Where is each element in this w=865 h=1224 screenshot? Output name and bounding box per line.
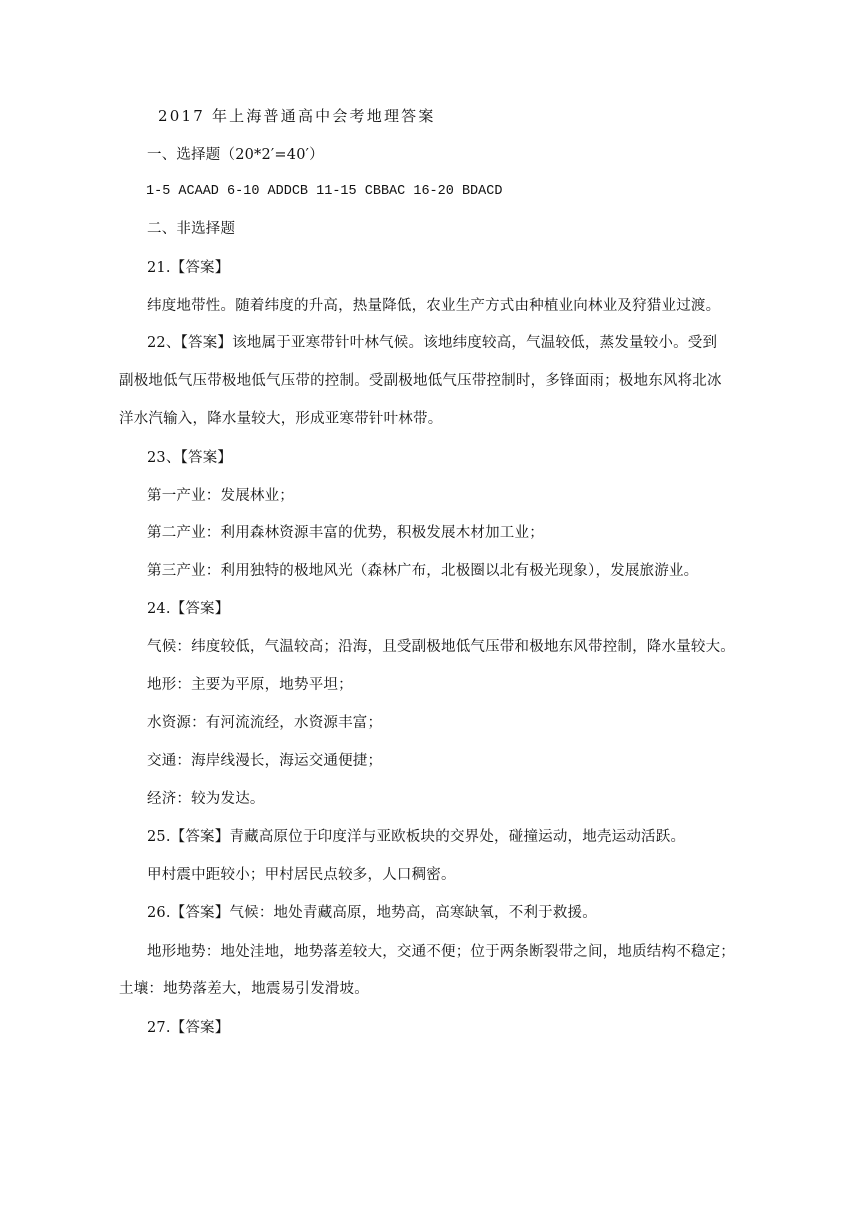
question-22-answer-line-3: 洋水汽输入，降水量较大，形成亚寒带针叶林带。	[119, 411, 443, 427]
question-22-answer-line-1: 22、【答案】该地属于亚寒带针叶林气候。该地纬度较高，气温较低，蒸发量较小。受到	[147, 335, 718, 351]
document-title: 2017 年上海普通高中会考地理答案	[158, 107, 436, 125]
question-23-answer-line-1: 第一产业：发展林业；	[147, 488, 294, 504]
question-26-answer-line-2: 地形地势：地处洼地，地势落差较大，交通不便；位于两条断裂带之间，地质结构不稳定；	[147, 944, 735, 960]
question-21-answer: 纬度地带性。随着纬度的升高，热量降低，农业生产方式由种植业向林业及狩猎业过渡。	[147, 298, 721, 314]
question-23-label: 23、【答案】	[147, 450, 233, 466]
question-23-answer-line-2: 第二产业：利用森林资源丰富的优势，积极发展木材加工业；	[147, 525, 544, 541]
question-25-answer-line-2: 甲村震中距较小；甲村居民点较多，人口稠密。	[147, 867, 456, 883]
section-heading-multiple-choice: 一、选择题（20*2′=40′）	[147, 147, 324, 163]
question-26-answer-line-1: 26.【答案】气候：地处青藏高原，地势高，高寒缺氧，不利于救援。	[147, 905, 597, 921]
question-24-answer-line-4: 交通：海岸线漫长，海运交通便捷；	[147, 753, 383, 769]
question-22-answer-line-2: 副极地低气压带极地低气压带的控制。受副极地低气压带控制时，多锋面雨；极地东风将北冰	[119, 373, 722, 389]
question-27-label: 27.【答案】	[147, 1020, 230, 1036]
question-26-answer-line-3: 土壤：地势落差大，地震易引发滑坡。	[119, 981, 369, 997]
question-24-answer-line-3: 水资源：有河流流经，水资源丰富；	[147, 715, 383, 731]
question-24-answer-line-2: 地形：主要为平原，地势平坦；	[147, 677, 353, 693]
section-heading-non-multiple-choice: 二、非选择题	[147, 221, 236, 237]
question-24-answer-line-1: 气候：纬度较低，气温较高；沿海，且受副极地低气压带和极地东风带控制，降水量较大。	[147, 639, 735, 655]
question-25-answer-line-1: 25.【答案】青藏高原位于印度洋与亚欧板块的交界处，碰撞运动，地壳运动活跃。	[147, 829, 686, 845]
question-23-answer-line-3: 第三产业：利用独特的极地风光（森林广布，北极圈以北有极光现象），发展旅游业。	[147, 563, 699, 579]
question-24-label: 24.【答案】	[147, 601, 230, 617]
question-21-label: 21.【答案】	[147, 260, 230, 276]
question-24-answer-line-5: 经济：较为发达。	[147, 791, 265, 807]
multiple-choice-answers: 1-5 ACAAD 6-10 ADDCB 11-15 CBBAC 16-20 BDACD	[146, 184, 503, 199]
